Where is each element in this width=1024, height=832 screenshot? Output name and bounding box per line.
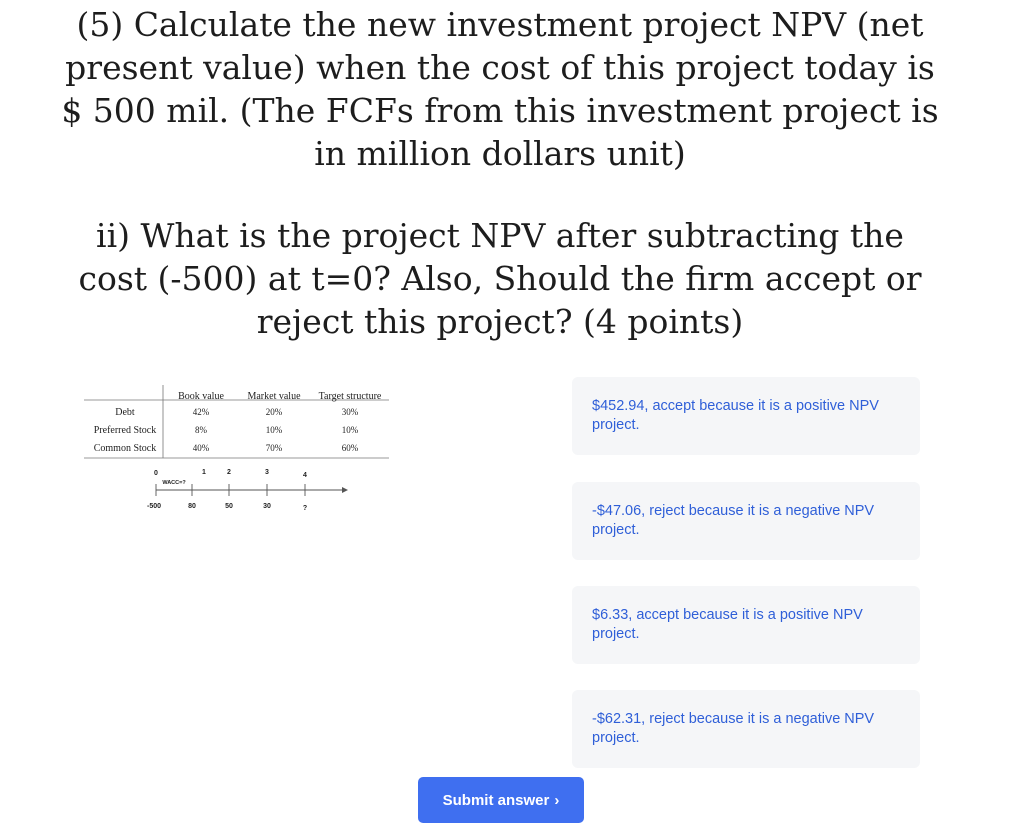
wacc-label: WACC=?	[162, 480, 186, 486]
cell-debt-book: 42%	[192, 407, 210, 417]
cell-preferred-book: 8%	[195, 425, 207, 435]
period-4: 4	[303, 472, 307, 479]
cell-debt-market: 20%	[265, 407, 283, 417]
answer-option-2[interactable]	[572, 482, 920, 560]
answer-option-label: -$62.31, reject because it is a negative NPV project.	[592, 711, 875, 746]
cashflow-3: 30	[263, 503, 271, 510]
submit-answer-label: Submit answer	[442, 791, 550, 809]
answer-option-label: $6.33, accept because it is a positive NPV project.	[592, 607, 863, 642]
col-header-book: Book value	[178, 391, 224, 402]
period-1: 1	[202, 469, 206, 476]
cashflow-2: 50	[225, 503, 233, 510]
question-text: (5) Calculate the new investment project NPV (net present value) when the cost of this project today is $ 500 mil. (The FCFs from this investment project is in million dollars unit)	[61, 5, 939, 173]
cell-common-book: 40%	[192, 443, 210, 453]
row-label-common: Common Stock	[93, 443, 157, 454]
cashflow-1: 80	[188, 503, 196, 510]
answer-option-4[interactable]	[572, 690, 920, 768]
cell-common-market: 70%	[265, 443, 283, 453]
answer-option-1[interactable]	[572, 377, 920, 455]
cell-debt-target: 30%	[341, 407, 359, 417]
period-2: 2	[227, 469, 231, 476]
cashflow-0: -500	[146, 503, 162, 510]
period-0: 0	[154, 470, 158, 477]
col-header-target: Target structure	[318, 391, 382, 402]
answer-option-3[interactable]	[572, 586, 920, 664]
cell-common-target: 60%	[341, 443, 359, 453]
answer-option-label: -$47.06, reject because it is a negative NPV project.	[592, 503, 875, 538]
row-label-debt: Debt	[115, 407, 135, 418]
submit-answer-button[interactable]	[418, 777, 584, 823]
cell-preferred-target: 10%	[341, 425, 359, 435]
period-3: 3	[265, 469, 269, 476]
answer-option-label: $452.94, accept because it is a positive NPV project.	[592, 398, 879, 433]
capital-structure-figure	[84, 385, 394, 520]
question-subpart: ii) What is the project NPV after subtracting the cost (-500) at t=0? Also, Should the firm accept or reject this project? (4 points)	[78, 216, 922, 341]
cell-preferred-market: 10%	[265, 425, 283, 435]
chevron-right-icon: ›	[554, 791, 560, 809]
timeline-arrow-icon	[342, 487, 348, 493]
row-label-preferred: Preferred Stock	[93, 425, 157, 436]
figure-svg	[84, 385, 394, 520]
cashflow-4: ?	[302, 505, 308, 512]
col-header-market: Market value	[247, 391, 301, 402]
